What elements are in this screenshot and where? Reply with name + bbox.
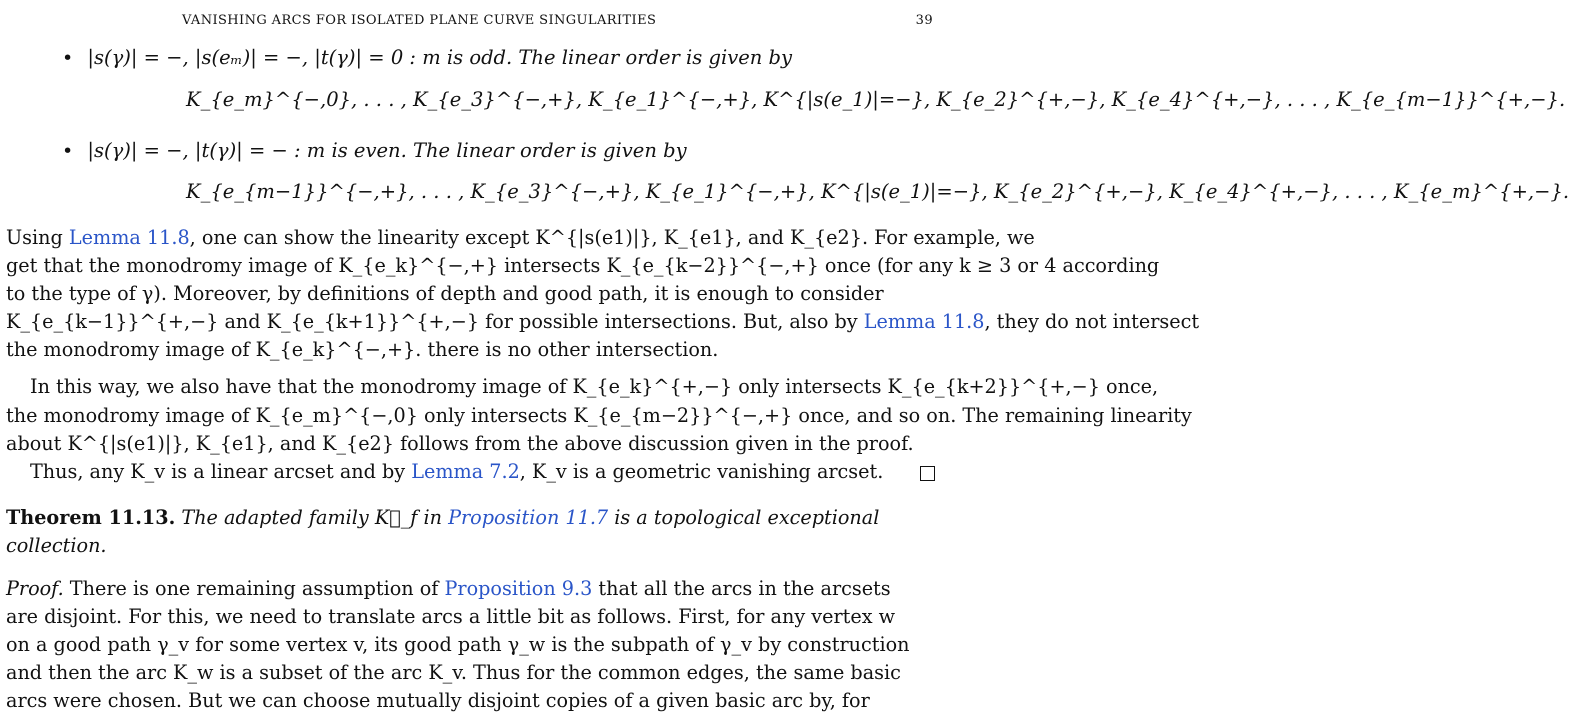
text-run: is a topological exceptional (608, 506, 880, 529)
proof-line3: on a good path γ_v for some vertex v, its good path γ_w is the subpath of γ_v by construction (6, 633, 910, 656)
text-run: There is one remaining assumption of (63, 577, 445, 600)
running-title: VANISHING ARCS FOR ISOLATED PLANE CURVE SINGULARITIES (182, 13, 657, 28)
proof-line5: arcs were chosen. But we can choose mutually disjoint copies of a given basic arc by, for (6, 689, 870, 712)
proof-line2: are disjoint. For this, we need to translate arcs a little bit as follows. First, for any vertex w (6, 605, 896, 628)
para1-line2: get that the monodromy image of K_{e_k}^{−,+} intersects K_{e_{k−2}}^{−,+} once (for any k ≥ 3 or 4 according (6, 254, 1160, 277)
para1-line5: the monodromy image of K_{e_k}^{−,+}. there is no other intersection. (6, 338, 719, 361)
lemma-7-2-link[interactable]: Lemma 7.2 (411, 460, 520, 483)
theorem-line2: collection. (6, 534, 107, 557)
para1-line1 (6, 226, 1035, 249)
qed-symbol (920, 466, 935, 485)
bullet-1-order: K_{e_m}^{−,0}, . . . , K_{e_3}^{−,+}, K_{e_1}^{−,+}, K^{|s(e_1)|=−}, K_{e_2}^{+,−}, K_{e_4}^{+,−}, . . . , K_{e_{m−1}}^{+,−}. (186, 88, 1566, 111)
theorem-label: Theorem 11.13. (6, 506, 176, 529)
text-run: , they do not intersect (984, 310, 1200, 333)
lemma-11-8-link[interactable]: Lemma 11.8 (68, 226, 190, 249)
bullet-dot: • (62, 140, 74, 162)
para1-line4 (6, 310, 1199, 333)
para2-line2: the monodromy image of K_{e_m}^{−,0} only intersects K_{e_{m−2}}^{−,+} once, and so on. The remaining linearity (6, 404, 1192, 427)
text-run: Using (6, 226, 69, 249)
text-run: that all the arcs in the arcsets (592, 577, 891, 600)
bullet-item-1 (62, 44, 792, 72)
text-run: K_{e_{k−1}}^{+,−} and K_{e_{k+1}}^{+,−} for possible intersections. But, also by (6, 310, 864, 333)
lemma-11-8-link[interactable]: Lemma 11.8 (863, 310, 985, 333)
para3-line (30, 460, 883, 483)
theorem-line1 (6, 506, 879, 529)
bullet-dot: • (62, 47, 74, 69)
bullet-2-text: |s(γ)| = −, |t(γ)| = − : m is even. The linear order is given by (87, 139, 687, 162)
para1-line3: to the type of γ). Moreover, by definitions of depth and good path, it is enough to consider (6, 282, 884, 305)
proof-label: Proof. (6, 577, 64, 600)
text-run: The adapted family K⃗_f in (181, 506, 449, 529)
proof-line1 (6, 577, 891, 600)
bullet-1-text: |s(γ)| = −, |s(eₘ)| = −, |t(γ)| = 0 : m is odd. The linear order is given by (87, 46, 793, 69)
text-run: , K_v is a geometric vanishing arcset. (519, 460, 884, 483)
para2-line3: about K^{|s(e1)|}, K_{e1}, and K_{e2} follows from the above discussion given in the proof. (6, 432, 914, 455)
page-number: 39 (915, 13, 933, 28)
para2-line1: In this way, we also have that the monodromy image of K_{e_k}^{+,−} only intersects K_{e_{k+2}}^{+,−} once, (30, 375, 1159, 398)
bullet-2-order: K_{e_{m−1}}^{−,+}, . . . , K_{e_3}^{−,+}, K_{e_1}^{−,+}, K^{|s(e_1)|=−}, K_{e_2}^{+,−}, K_{e_4}^{+,−}, . . . , K_{e_m}^{+,−}. (186, 180, 1569, 203)
proof-line4: and then the arc K_w is a subset of the arc K_v. Thus for the common edges, the same basic (6, 661, 901, 684)
bullet-item-2 (62, 137, 687, 165)
proposition-9-3-link[interactable]: Proposition 9.3 (444, 577, 593, 600)
text-run: , one can show the linearity except K^{|s(e1)|}, K_{e1}, and K_{e2}. For example, we (189, 226, 1035, 249)
text-run: Thus, any K_v is a linear arcset and by (30, 460, 412, 483)
proposition-11-7-link[interactable]: Proposition 11.7 (448, 506, 609, 529)
